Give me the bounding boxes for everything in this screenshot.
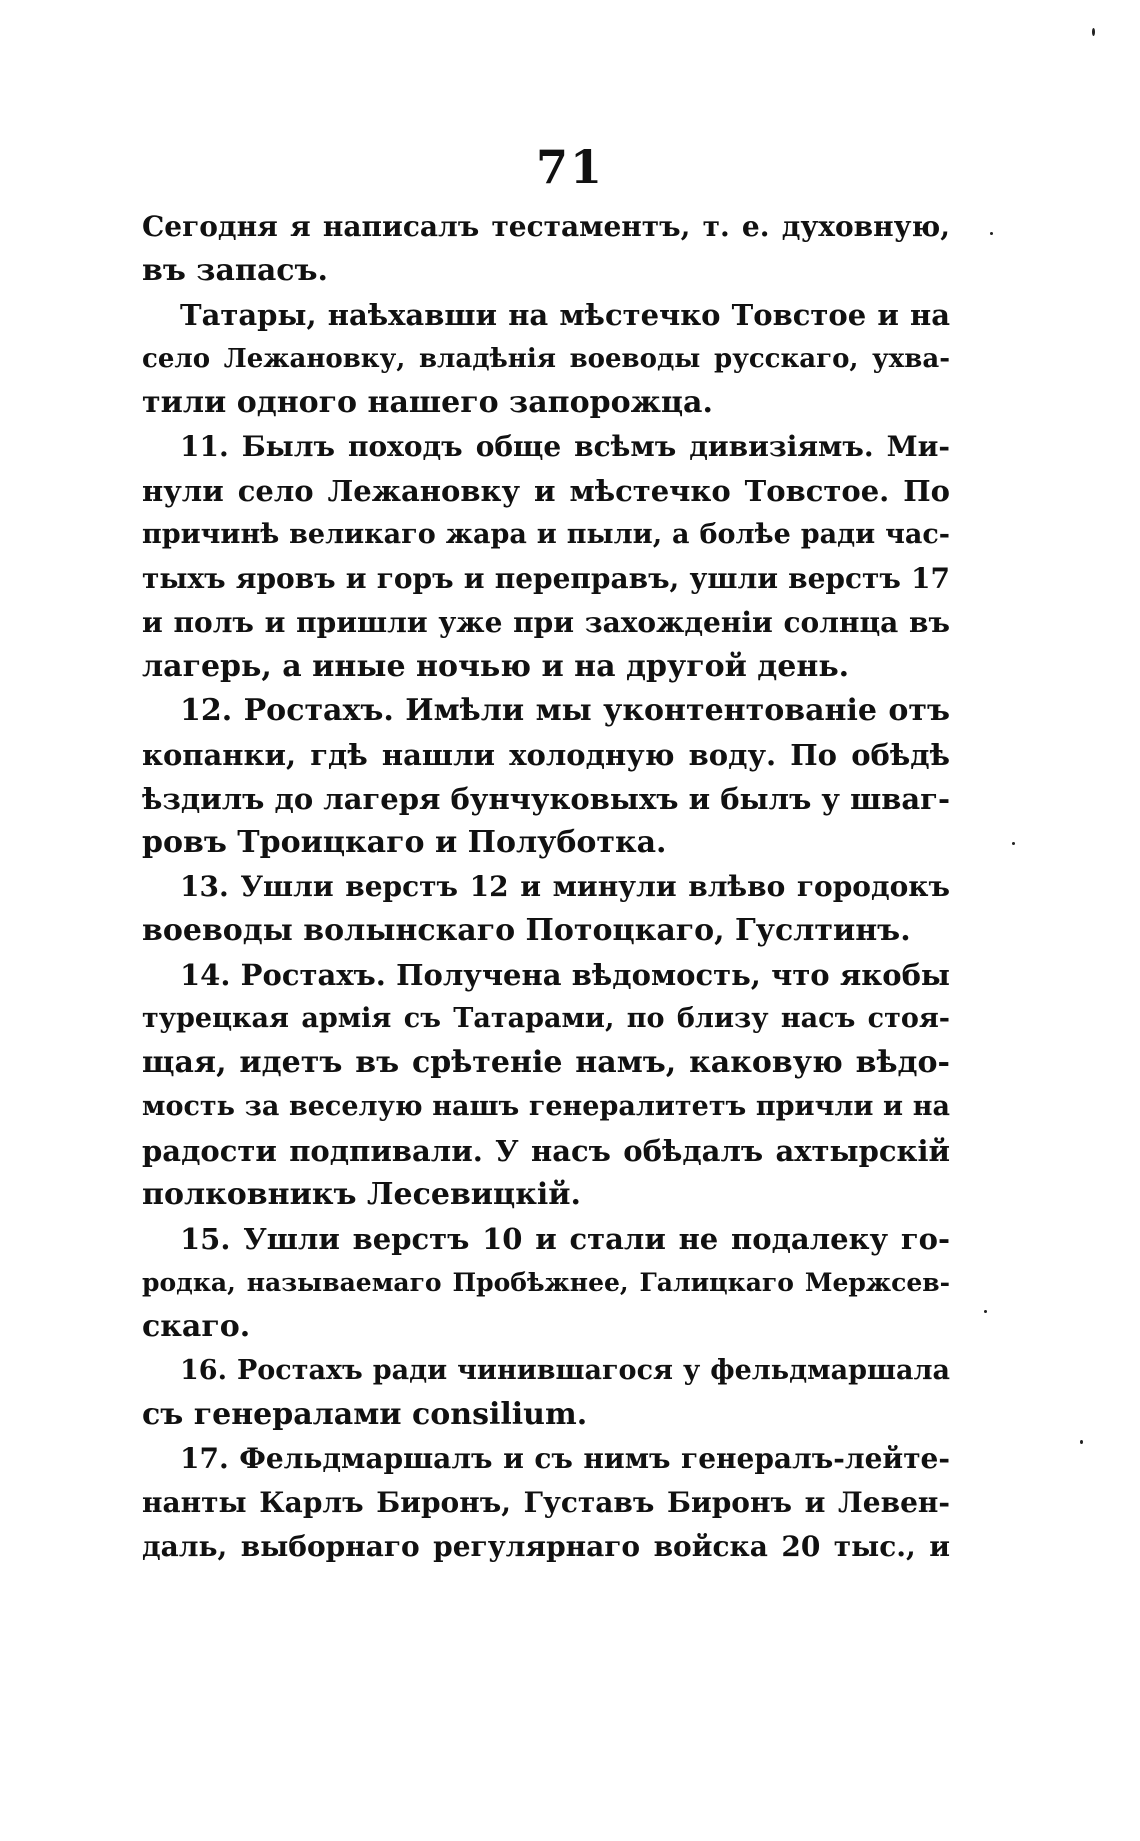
scan-speck	[1080, 1440, 1083, 1444]
text-line: 12. Ростахъ. Имѣли мы уконтентованіе отъ	[180, 693, 950, 728]
text-line: причинѣ великаго жара и пыли, а болѣе ради час-	[142, 519, 950, 550]
text-line: ровъ Троицкаго и Полуботка.	[142, 825, 667, 860]
text-line: мость за веселую нашъ генералитетъ причли и на	[142, 1091, 950, 1122]
text-line: и полъ и пришли уже при захожденіи солнца въ	[142, 606, 950, 639]
text-line: воеводы волынскаго Потоцкаго, Гуслтинъ.	[142, 913, 911, 948]
text-line: 13. Ушли верстъ 12 и минули влѣво городокъ	[180, 870, 950, 903]
text-line: копанки, гдѣ нашли холодную воду. По обѣдѣ	[142, 738, 950, 772]
text-line: нули село Лежановку и мѣстечко Товстое. По	[142, 474, 950, 508]
scan-speck	[1092, 28, 1095, 36]
text-line: Сегодня я написалъ тестаментъ, т. е. духовную,	[142, 210, 950, 243]
text-line: ѣздилъ до лагеря бунчуковыхъ и былъ у шваг-	[142, 782, 950, 816]
text-line: 15. Ушли верстъ 10 и стали не подалеку го-	[180, 1222, 950, 1256]
text-line: лагерь, а иные ночью и на другой день.	[142, 649, 850, 684]
page-number: 71	[535, 140, 604, 194]
text-line: 14. Ростахъ. Получена вѣдомость, что якобы	[180, 958, 950, 992]
scan-speck	[984, 1310, 987, 1313]
page-text	[142, 205, 950, 1569]
text-line: родка, называемаго Пробѣжнее, Галицкаго Мержсев-	[142, 1268, 950, 1297]
text-line: 16. Ростахъ ради чинившагося у фельдмаршала	[180, 1355, 950, 1386]
scan-speck	[990, 232, 993, 235]
scan-speck	[1012, 842, 1015, 845]
text-line: полковникъ Лесевицкій.	[142, 1177, 581, 1212]
text-line: въ запасъ.	[142, 253, 329, 288]
text-line: тыхъ яровъ и горъ и переправъ, ушли верстъ 17	[142, 562, 950, 595]
text-line: 11. Былъ походъ обще всѣмъ дивизіямъ. Ми-	[180, 430, 950, 463]
text-line: щая, идетъ въ срѣтеніе намъ, каковую вѣдо-	[142, 1045, 950, 1080]
text-line: турецкая армія съ Татарами, по близу насъ стоя-	[142, 1003, 950, 1034]
text-line: тили одного нашего запорожца.	[142, 385, 713, 420]
text-line: скаго.	[142, 1309, 251, 1344]
text-line: 17. Фельдмаршалъ и съ нимъ генералъ-лейте-	[180, 1442, 950, 1475]
text-line: нанты Карлъ Биронъ, Густавъ Биронъ и Левен-	[142, 1486, 950, 1519]
text-line: Татары, наѣхавши на мѣстечко Товстое и на	[180, 298, 950, 332]
text-line: даль, выборнаго регулярнаго войска 20 тыс., и	[142, 1530, 950, 1563]
text-line: село Лежановку, владѣнія воеводы русскаго, ухва-	[142, 344, 950, 374]
text-line: радости подпивали. У насъ обѣдалъ ахтырскій	[142, 1134, 950, 1168]
text-line: съ генералами consilium.	[142, 1397, 588, 1432]
